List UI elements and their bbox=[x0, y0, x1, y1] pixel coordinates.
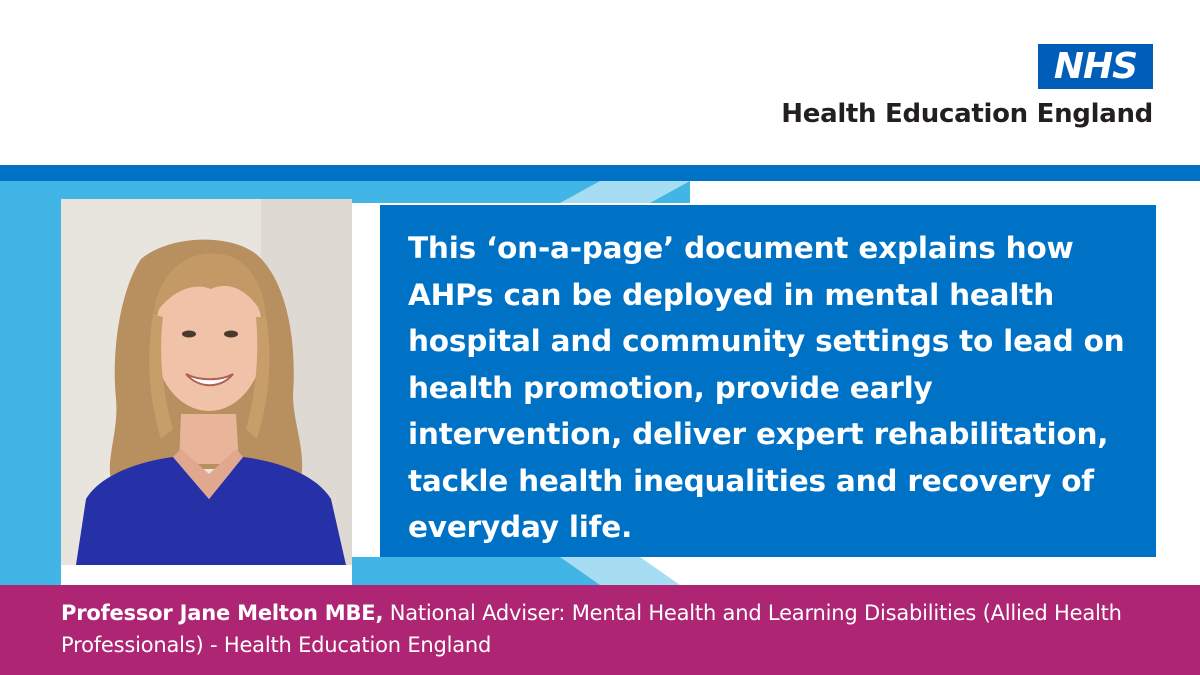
speaker-name: Professor Jane Melton MBE, bbox=[61, 601, 384, 625]
quote-panel bbox=[380, 205, 1156, 557]
portrait-illustration bbox=[61, 199, 352, 565]
quote-text: This ‘on-a-page’ document explains how AHPs can be deployed in mental health hospital and community settings to lead on health promotion, provide early intervention, deliver expert rehabilitation, tackle health inequalities and recovery of everyday life. bbox=[408, 231, 1125, 544]
organisation-name: Health Education England bbox=[781, 99, 1153, 129]
portrait-photo bbox=[61, 199, 352, 565]
hee-logo bbox=[781, 44, 1153, 134]
speaker-role: National Adviser: Mental Health and Learning Disabilities (Allied Health Professionals) - Health Education England bbox=[61, 601, 1122, 657]
caption bbox=[61, 597, 1161, 661]
nhs-logo: NHS bbox=[1038, 44, 1153, 89]
